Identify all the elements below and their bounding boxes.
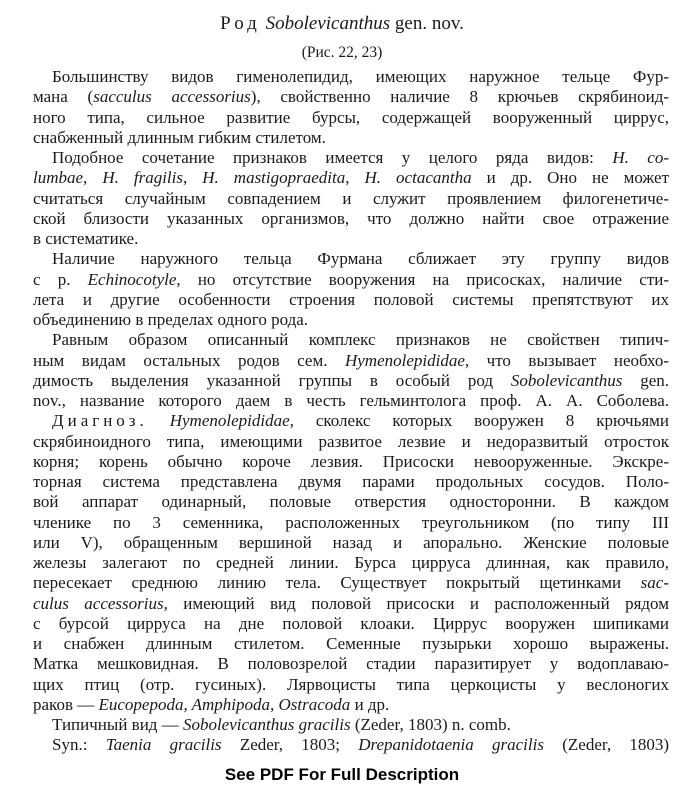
figure-reference: (Рис. 22, 23) (301, 44, 383, 61)
text-line (33, 371, 669, 391)
latin-name: Sobolevicanthus gracilis (182, 715, 351, 734)
text-segment: ным видам остальных родов сем. (33, 350, 345, 370)
latin-name: Sobolevicanthus (510, 370, 623, 390)
title-genus: Sobolevicanthus (265, 13, 391, 34)
text-segment: , (83, 168, 103, 188)
text-line (33, 330, 669, 350)
latin-name: Hymenolepididae (344, 350, 465, 370)
text-segment: nov., название которого даем в честь гельминтолога проф. А. А. Соболева. (33, 391, 669, 410)
text-line (33, 148, 669, 168)
text-segment: , сколекс которых вооружен 8 крючьями (289, 411, 669, 431)
text-segment: (Zeder, 1803) n. comb. (350, 715, 511, 734)
latin-name: H. co- (612, 148, 669, 167)
title-suffix: gen. nov. (390, 13, 464, 34)
text-line (33, 735, 669, 755)
text-segment: снабженный длинным гибким стилетом. (33, 127, 326, 147)
text-segment: , (345, 168, 365, 188)
text-segment: Наличие наружного тельца Фурмана сближает эту группу видов (52, 249, 669, 269)
text-line (33, 168, 669, 188)
text-line (33, 654, 669, 674)
text-segment: пересекает среднюю линию тела. Существует покрытый щетинками (33, 573, 641, 593)
text-segment: , но отсутствие вооружения на присосках, наличие сти- (176, 269, 670, 289)
text-line (33, 270, 669, 290)
text-segment: димость выделения указанной группы в особый род (33, 370, 511, 390)
text-line (33, 675, 669, 695)
text-segment: вой аппарат одинарный, половые отверстия односторонни. В каждом (33, 492, 669, 512)
text-segment: или V), обращенным вершиной назад и апорально. Женские половые (33, 532, 669, 552)
latin-name: Taenia gracilis (105, 735, 222, 755)
text-segment: и снабжен длинным стилетом. Семенные пузырьки хорошо выражены. (33, 634, 669, 653)
latin-name: H. fragilis (102, 168, 183, 188)
body-text (33, 67, 669, 756)
text-segment: ного типа, сильное развитие бурсы, содержащей вооруженный циррус, (33, 107, 669, 127)
text-segment: ), свойственно наличие 8 крючьев скрябиноид- (250, 87, 670, 107)
text-line (33, 128, 669, 148)
text-line (33, 634, 669, 654)
text-segment: gen. (622, 370, 670, 390)
text-line (33, 411, 669, 431)
text-segment: Подобное сочетание признаков имеется у целого ряда видов: (52, 148, 613, 167)
latin-name: culus accessorius (33, 593, 164, 613)
text-line (33, 513, 669, 533)
text-line (33, 594, 669, 614)
text-line (33, 290, 669, 310)
text-segment: ской близости указанных организмов, что должно найти свое отражение (33, 208, 669, 228)
text-line (33, 553, 669, 573)
text-segment: раков — (33, 694, 99, 714)
latin-name: Drepanidotaenia gracilis (358, 735, 544, 755)
text-segment (148, 411, 170, 430)
text-segment: , (182, 168, 203, 188)
text-segment: с р. (33, 269, 88, 289)
text-segment: считаться случайным совпадением и служит проявлением филогенетиче- (33, 188, 669, 208)
text-segment: с бурсой цирруса на дне половой клоаки. Циррус вооружен шипиками (33, 613, 669, 633)
text-line (33, 87, 669, 107)
page-title (0, 13, 684, 35)
text-segment: Матка мешковидная. В половозрелой стадии паразитирует у водоплаваю- (33, 654, 669, 674)
text-line (33, 67, 669, 87)
text-line (33, 614, 669, 634)
text-line (33, 209, 669, 229)
text-segment: в систематике. (33, 229, 139, 248)
text-line (33, 351, 669, 371)
text-segment: торная система представлена двумя парами продольных сосудов. Поло- (33, 472, 669, 491)
text-segment: Большинству видов гименолепидид, имеющих наружное тельце Фур- (52, 67, 669, 86)
text-line (33, 533, 669, 553)
latin-name: sacculus accessorius (93, 87, 251, 107)
text-line (33, 492, 669, 512)
text-segment: Диагноз. (52, 411, 148, 431)
latin-name: lumbae (33, 168, 84, 188)
text-line (33, 249, 669, 269)
text-segment: лета и другие особенности строения половой системы препятствуют их (33, 289, 669, 309)
text-line (33, 391, 669, 411)
text-line (33, 452, 669, 472)
text-segment: объединению в пределах одного рода. (33, 310, 309, 329)
text-segment: , имеющий вид половой присоски и расположенный рядом (163, 593, 669, 613)
text-segment: корня; корень обычно короче лезвия. Присоски невооруженные. Экскре- (33, 451, 669, 471)
text-segment: (Zeder, 1803) (543, 735, 670, 755)
text-segment: Syn.: (52, 735, 106, 755)
text-line (33, 108, 669, 128)
text-segment: и др. (350, 694, 390, 714)
latin-name: Hymenolepididae (169, 411, 290, 431)
latin-name: H. octacantha (364, 168, 472, 188)
text-segment: Равным образом описанный комплекс признаков не свойствен типич- (52, 330, 669, 350)
text-segment: мана ( (33, 87, 94, 107)
text-line (33, 573, 669, 593)
text-line (33, 472, 669, 492)
latin-name: Echinocotyle (87, 269, 177, 289)
text-line (33, 695, 669, 715)
text-line (33, 715, 669, 735)
text-segment: щих птиц (отр. гусиных). Лярвоцисты типа церкоцисты у веслоногих (33, 674, 669, 694)
text-segment: скрябиноидного типа, имеющими развитое лезвие и недоразвитый отросток (33, 431, 669, 451)
text-line (33, 229, 669, 249)
latin-name: H. mastigopraedita (202, 168, 346, 188)
text-segment: и др. Оно не может (471, 168, 669, 188)
text-line (33, 189, 669, 209)
text-segment: Типичный вид — (52, 715, 183, 734)
full-description-notice: See PDF For Full Description (224, 765, 460, 784)
text-line (33, 310, 669, 330)
latin-name: sac- (640, 573, 669, 593)
text-segment: Zeder, 1803; (221, 735, 359, 755)
latin-name: Eucopepoda, Amphipoda, Ostracoda (98, 694, 351, 714)
text-line (33, 432, 669, 452)
text-segment: железы залегают по средней линии. Бурса цирруса длинная, как правило, (33, 553, 669, 572)
text-segment: членике по 3 семенника, расположенных треугольником (по типу III (33, 512, 669, 532)
text-segment: , что вызывает необхо- (464, 350, 670, 370)
title-prefix: Род (220, 13, 261, 34)
